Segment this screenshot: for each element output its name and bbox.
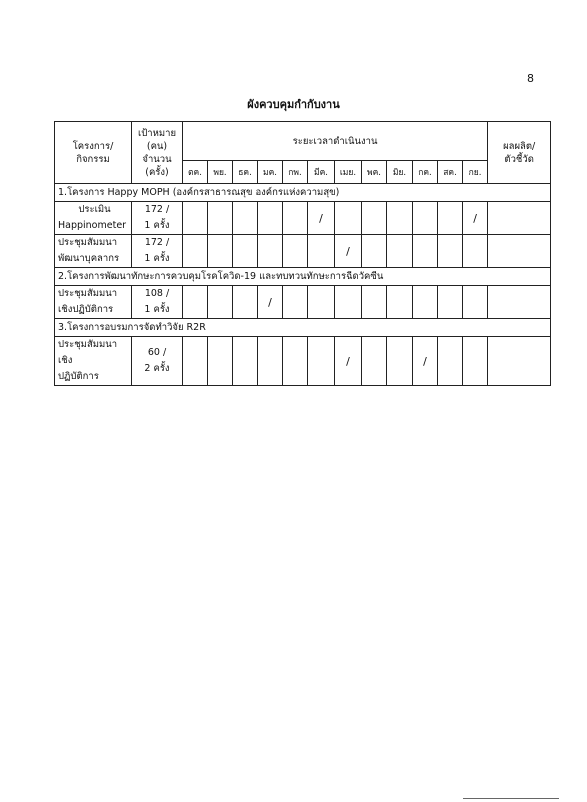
header-project xyxy=(55,122,132,184)
schedule-cell xyxy=(438,286,463,319)
schedule-cell xyxy=(463,235,488,268)
month-header: มิย. xyxy=(387,161,413,184)
schedule-mark: / xyxy=(413,337,438,386)
header-output-line: ผลผลิต/ xyxy=(503,140,536,152)
schedule-cell xyxy=(283,286,308,319)
output-cell xyxy=(488,235,551,268)
header-target-line: จำนวน xyxy=(142,153,172,165)
target-cell xyxy=(132,286,183,319)
section-row xyxy=(55,268,551,286)
schedule-cell xyxy=(258,337,283,386)
output-cell xyxy=(488,286,551,319)
target-line: 172 / xyxy=(144,237,170,248)
activity-row xyxy=(55,202,551,235)
schedule-cell xyxy=(208,235,233,268)
month-header: มค. xyxy=(258,161,283,184)
header-target-line: (ครั้ง) xyxy=(145,166,169,178)
header-target xyxy=(132,122,183,184)
activity-line: Happinometer xyxy=(58,220,127,231)
schedule-cell xyxy=(183,337,208,386)
activity-line: ประเมิน xyxy=(78,204,111,215)
schedule-cell xyxy=(362,286,387,319)
activity-row xyxy=(55,235,551,268)
schedule-mark: / xyxy=(335,337,362,386)
schedule-cell xyxy=(233,286,258,319)
target-line: 2 ครั้ง xyxy=(144,363,170,374)
schedule-cell xyxy=(308,286,335,319)
section-row xyxy=(55,184,551,202)
month-header: กย. xyxy=(463,161,488,184)
header-target-line: (คน) xyxy=(146,140,168,152)
schedule-cell xyxy=(387,202,413,235)
schedule-cell xyxy=(335,286,362,319)
output-cell xyxy=(488,202,551,235)
month-header: กค. xyxy=(413,161,438,184)
target-line: 1 ครั้ง xyxy=(144,220,170,231)
schedule-cell xyxy=(258,235,283,268)
month-header: สค. xyxy=(438,161,463,184)
activity-line: พัฒนาบุคลากร xyxy=(58,253,120,264)
target-line: 1 ครั้ง xyxy=(144,253,170,264)
schedule-cell xyxy=(413,235,438,268)
schedule-cell xyxy=(362,235,387,268)
schedule-cell xyxy=(438,202,463,235)
activity-cell xyxy=(55,202,132,235)
schedule-mark: / xyxy=(258,286,283,319)
schedule-cell xyxy=(413,286,438,319)
header-output-line: ตัวชี้วัด xyxy=(504,153,534,165)
header-period: ระยะเวลาดำเนินงาน xyxy=(183,122,488,161)
target-cell xyxy=(132,337,183,386)
month-header: พย. xyxy=(208,161,233,184)
month-header: ตค. xyxy=(183,161,208,184)
header-project-line: กิจกรรม xyxy=(76,153,110,165)
month-header: มีค. xyxy=(308,161,335,184)
schedule-mark: / xyxy=(308,202,335,235)
activity-line: ปฏิบัติการ xyxy=(58,371,99,382)
control-schedule-table xyxy=(54,121,551,386)
schedule-cell xyxy=(387,286,413,319)
schedule-cell xyxy=(387,235,413,268)
schedule-cell xyxy=(438,235,463,268)
header-target-line: เป้าหมาย xyxy=(137,127,177,139)
section-title: 1.โครงการ Happy MOPH (องค์กรสาธารณสุข องค์กรแห่งความสุข) xyxy=(55,184,551,202)
schedule-cell xyxy=(335,202,362,235)
activity-cell xyxy=(55,337,132,386)
schedule-cell xyxy=(233,202,258,235)
schedule-cell xyxy=(308,337,335,386)
document-title: ผังควบคุมกำกับงาน xyxy=(247,98,340,111)
schedule-cell xyxy=(183,286,208,319)
section-title: 2.โครงการพัฒนาทักษะการควบคุมโรคโควิด-19 และทบทวนทักษะการฉีดวัคซีน xyxy=(55,268,551,286)
month-header: กพ. xyxy=(283,161,308,184)
footer-rule xyxy=(463,798,559,799)
header-output xyxy=(488,122,551,184)
activity-line: ประชุมสัมมนา xyxy=(58,288,118,299)
section-row xyxy=(55,319,551,337)
month-header: ธค. xyxy=(233,161,258,184)
schedule-cell xyxy=(233,235,258,268)
schedule-cell xyxy=(183,202,208,235)
schedule-cell xyxy=(463,337,488,386)
target-line: 108 / xyxy=(144,288,170,299)
schedule-cell xyxy=(183,235,208,268)
schedule-cell xyxy=(438,337,463,386)
activity-row xyxy=(55,337,551,386)
target-line: 1 ครั้ง xyxy=(144,304,170,315)
schedule-cell xyxy=(413,202,438,235)
schedule-cell xyxy=(283,337,308,386)
target-cell xyxy=(132,202,183,235)
activity-row xyxy=(55,286,551,319)
section-title: 3.โครงการอบรมการจัดทำวิจัย R2R xyxy=(55,319,551,337)
schedule-cell xyxy=(283,235,308,268)
schedule-cell xyxy=(233,337,258,386)
schedule-cell xyxy=(362,202,387,235)
schedule-cell xyxy=(258,202,283,235)
schedule-mark: / xyxy=(463,202,488,235)
activity-line: เชิงปฏิบัติการ xyxy=(58,304,114,315)
schedule-cell xyxy=(283,202,308,235)
activity-line: ประชุมสัมมนาเชิง xyxy=(58,339,118,366)
output-cell xyxy=(488,337,551,386)
schedule-cell xyxy=(208,286,233,319)
activity-line: ประชุมสัมมนา xyxy=(58,237,118,248)
header-project-line: โครงการ/ xyxy=(72,140,114,152)
schedule-cell xyxy=(208,337,233,386)
target-cell xyxy=(132,235,183,268)
schedule-cell xyxy=(362,337,387,386)
schedule-cell xyxy=(308,235,335,268)
schedule-cell xyxy=(387,337,413,386)
target-line: 60 / xyxy=(147,347,167,358)
activity-cell xyxy=(55,286,132,319)
activity-cell xyxy=(55,235,132,268)
page-number: 8 xyxy=(527,72,534,85)
schedule-mark: / xyxy=(335,235,362,268)
header-row xyxy=(55,122,551,161)
month-header: พค. xyxy=(362,161,387,184)
month-header: เมย. xyxy=(335,161,362,184)
schedule-cell xyxy=(208,202,233,235)
target-line: 172 / xyxy=(144,204,170,215)
schedule-cell xyxy=(463,286,488,319)
